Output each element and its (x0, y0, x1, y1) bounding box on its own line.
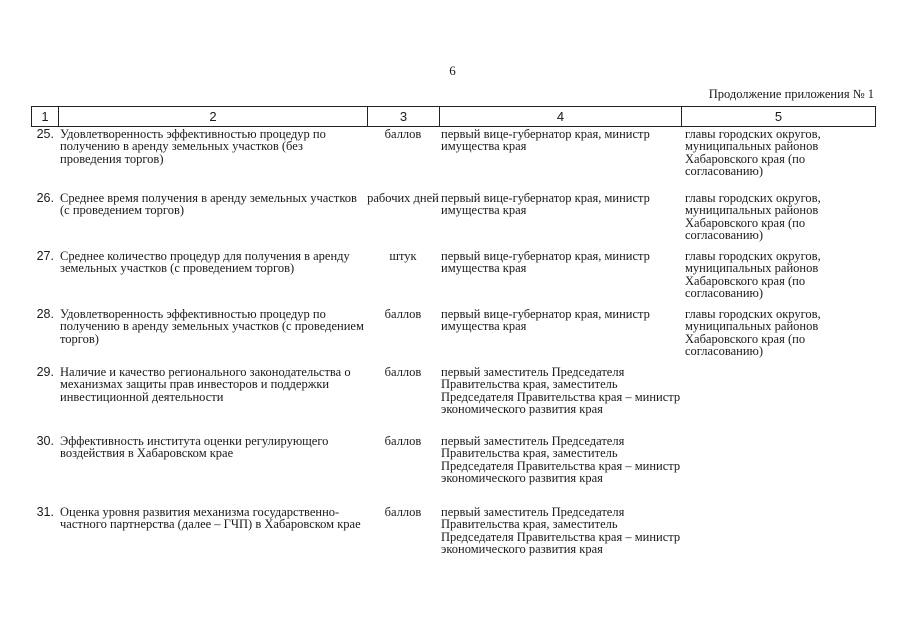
indicator-name: Удовлетворенность эффективностью процедур по получению в аренду земельных участков (с проведением торгов) (60, 307, 364, 346)
co-executors: главы городских округов, муниципальных районов Хабаровского края (по согласованию) (685, 249, 821, 301)
co-executors: главы городских округов, муниципальных районов Хабаровского края (по согласованию) (685, 307, 821, 359)
responsible-official: первый заместитель Председателя Правительства края, заместитель Председателя Правительства края – министр экономического развития края (441, 505, 681, 557)
co-executors (681, 506, 875, 576)
unit-of-measure: штук (389, 249, 417, 263)
responsible-official: первый вице-губернатор края, министр имущества края (441, 127, 650, 154)
table-row (31, 128, 875, 192)
row-number: 25. (36, 127, 54, 141)
unit-of-measure: баллов (384, 505, 422, 519)
indicator-name: Удовлетворенность эффективностью процедур по получению в аренду земельных участков (без проведения торгов) (60, 127, 326, 166)
header-col-3: 3 (368, 107, 440, 127)
unit-of-measure: баллов (384, 434, 422, 448)
header-col-5: 5 (682, 107, 876, 127)
table-row (31, 308, 875, 366)
row-number: 27. (36, 249, 54, 263)
row-number: 28. (36, 307, 54, 321)
responsible-official: первый вице-губернатор края, министр имущества края (441, 249, 650, 276)
responsible-official: первый заместитель Председателя Правительства края, заместитель Председателя Правительства края – министр экономического развития края (441, 365, 681, 417)
co-executors (681, 366, 875, 435)
row-number: 29. (36, 365, 54, 379)
appendix-continuation-label: Продолжение приложения № 1 (708, 87, 874, 101)
indicators-table (31, 128, 875, 576)
co-executors: главы городских округов, муниципальных районов Хабаровского края (по согласованию) (685, 127, 821, 179)
co-executors (681, 435, 875, 506)
unit-of-measure: баллов (384, 365, 422, 379)
header-col-2: 2 (59, 107, 368, 127)
indicator-name: Среднее количество процедур для получения в аренду земельных участков (с проведением торгов) (60, 249, 350, 276)
page-number: 6 (449, 63, 456, 78)
unit-of-measure: баллов (384, 307, 422, 321)
header-col-1: 1 (32, 107, 59, 127)
responsible-official: первый заместитель Председателя Правительства края, заместитель Председателя Правительства края – министр экономического развития края (441, 434, 681, 486)
indicator-name: Эффективность института оценки регулирующего воздействия в Хабаровском крае (60, 434, 329, 461)
unit-of-measure: рабочих дней (367, 191, 439, 205)
co-executors: главы городских округов, муниципальных районов Хабаровского края (по согласованию) (685, 191, 821, 243)
table-row (31, 366, 875, 435)
header-col-4: 4 (440, 107, 682, 127)
table-row (31, 192, 875, 250)
unit-of-measure: баллов (384, 127, 422, 141)
table-row (31, 250, 875, 308)
column-number-header (31, 106, 876, 127)
row-number: 26. (36, 191, 54, 205)
indicator-name: Наличие и качество регионального законодательства о механизмах защиты прав инвесторов и поддержки инвестиционной деятельности (60, 365, 351, 404)
table-row (31, 435, 875, 506)
indicator-name: Среднее время получения в аренду земельных участков (с проведением торгов) (60, 191, 357, 218)
responsible-official: первый вице-губернатор края, министр имущества края (441, 191, 650, 218)
row-number: 31. (36, 505, 54, 519)
indicator-name: Оценка уровня развития механизма государственно-частного партнерства (далее – ГЧП) в Хабаровском крае (60, 505, 361, 532)
row-number: 30. (36, 434, 54, 448)
responsible-official: первый вице-губернатор края, министр имущества края (441, 307, 650, 334)
table-row (31, 506, 875, 576)
